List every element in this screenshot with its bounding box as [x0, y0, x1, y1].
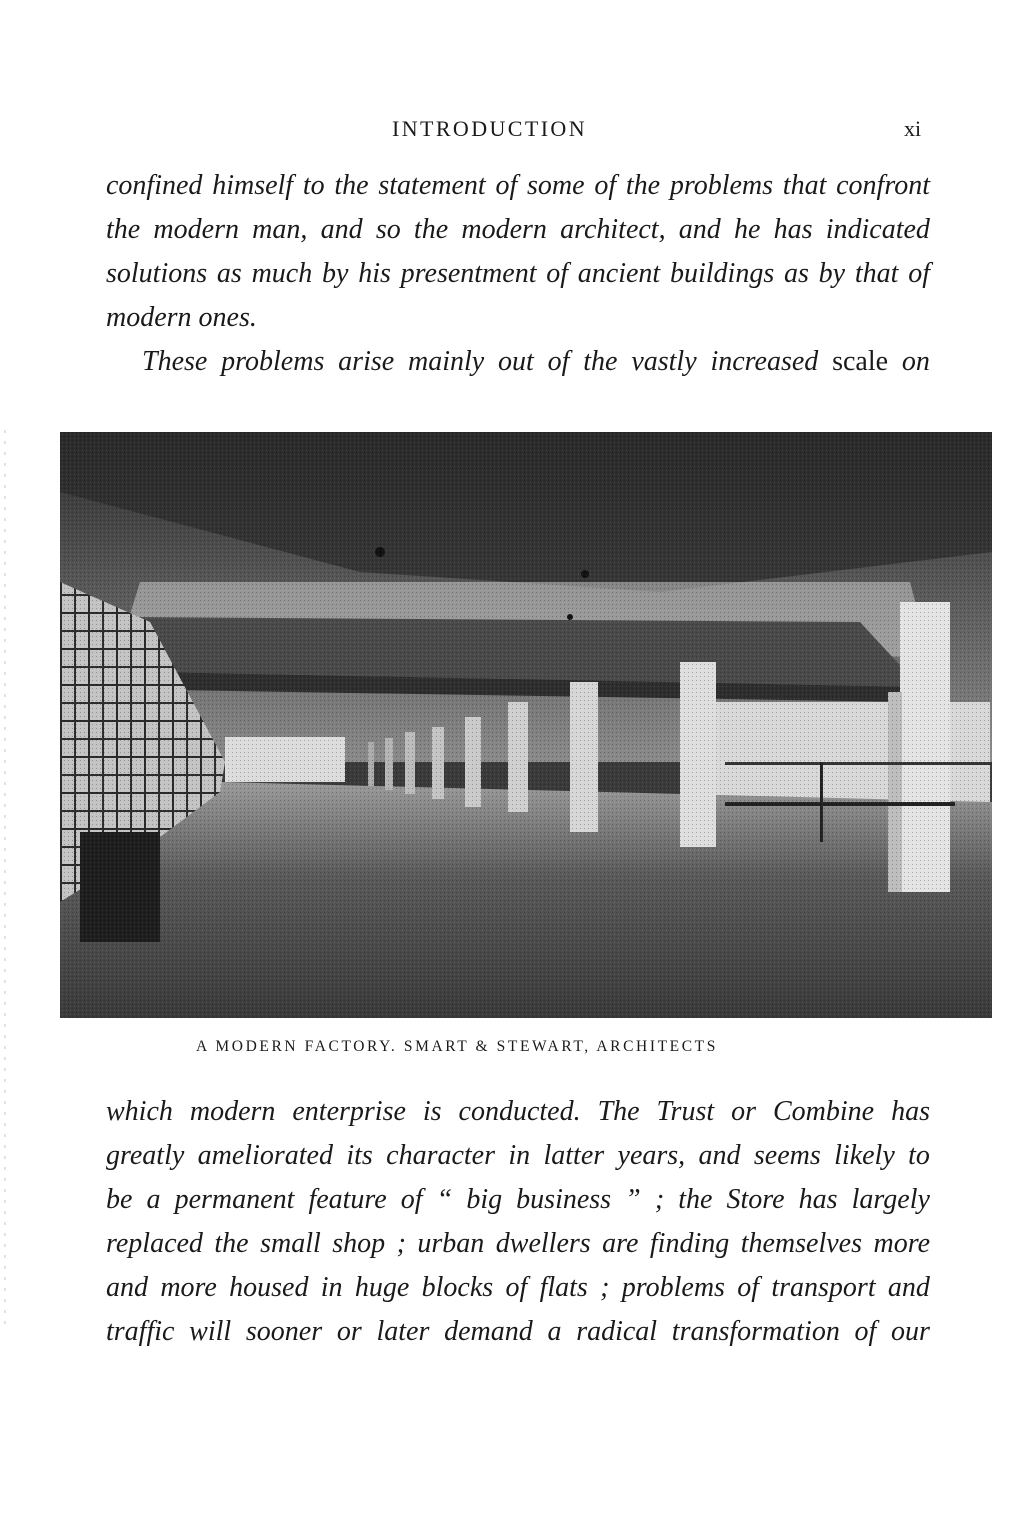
word: later: [376, 1316, 430, 1347]
word: traffic: [106, 1316, 175, 1347]
word: of: [737, 1272, 760, 1303]
word: the: [106, 214, 141, 245]
text-line: [106, 208, 930, 252]
word: a: [146, 1184, 161, 1215]
word: out: [498, 346, 534, 377]
word: and: [678, 214, 721, 245]
word: character: [386, 1140, 495, 1171]
word: transport: [771, 1272, 876, 1303]
word: dwellers: [495, 1228, 591, 1259]
word: business: [516, 1184, 612, 1215]
word: seems: [753, 1140, 821, 1171]
word: of: [546, 258, 569, 289]
word: ancient: [577, 258, 661, 289]
word: much: [251, 258, 313, 289]
word: more: [873, 1228, 930, 1259]
text-line: [106, 1134, 930, 1178]
word: to: [908, 1140, 930, 1171]
word: statement: [378, 170, 486, 201]
word: mainly: [408, 346, 485, 377]
word: he: [733, 214, 761, 245]
word: greatly: [106, 1140, 185, 1171]
word: modern: [189, 1096, 276, 1127]
running-head: INTRODUCTION: [392, 116, 588, 141]
word: solutions: [106, 258, 208, 289]
text-line: [106, 1090, 930, 1134]
word: demand: [444, 1316, 533, 1347]
word: arise: [338, 346, 395, 377]
word: problems: [669, 170, 774, 201]
word: ;: [654, 1184, 665, 1215]
word: or: [731, 1096, 757, 1127]
word: the: [334, 170, 369, 201]
word: our: [891, 1316, 930, 1347]
word: housed: [229, 1272, 309, 1303]
word: indicated: [825, 214, 930, 245]
factory-photograph: [60, 432, 992, 1018]
word: architect,: [560, 214, 666, 245]
word: are: [602, 1228, 639, 1259]
word: Combine: [772, 1096, 875, 1127]
word: of: [594, 170, 617, 201]
word: the: [214, 1228, 249, 1259]
word: transformation: [671, 1316, 840, 1347]
text-line: [106, 1222, 930, 1266]
word: ;: [396, 1228, 406, 1259]
word: of: [400, 1184, 423, 1215]
word: feature: [308, 1184, 387, 1215]
word: of: [505, 1272, 528, 1303]
word: to: [302, 170, 325, 201]
word: some: [527, 170, 585, 201]
word: man,: [252, 214, 308, 245]
text-line: [106, 1178, 930, 1222]
word: modern: [153, 214, 239, 245]
word: confront: [836, 170, 930, 201]
word: These: [142, 346, 208, 377]
word: largely: [851, 1184, 930, 1215]
word: so: [375, 214, 401, 245]
word: of: [495, 170, 518, 201]
word: the: [413, 214, 449, 245]
word: flats: [539, 1272, 588, 1303]
word: is: [422, 1096, 442, 1127]
word: problems: [221, 346, 325, 377]
figure-caption: A MODERN FACTORY. SMART & STEWART, ARCHITECTS: [196, 1038, 718, 1055]
word: himself: [212, 170, 294, 201]
page-number: xi: [904, 116, 922, 141]
word: latter: [543, 1140, 605, 1171]
word: or: [336, 1316, 362, 1347]
word: and: [698, 1140, 741, 1171]
word: blocks: [421, 1272, 494, 1303]
word: enterprise: [292, 1096, 406, 1127]
word: small: [260, 1228, 321, 1259]
word: Store: [726, 1184, 785, 1215]
word: that: [854, 258, 899, 289]
word: of: [854, 1316, 877, 1347]
word: vastly: [631, 346, 697, 377]
word: his: [358, 258, 391, 289]
word: as: [783, 258, 809, 289]
word: of: [547, 346, 570, 377]
word: more: [160, 1272, 217, 1303]
word: which: [106, 1096, 173, 1127]
word: increased: [710, 346, 819, 377]
word: permanent: [174, 1184, 295, 1215]
word: themselves: [740, 1228, 863, 1259]
text-line: [142, 340, 930, 384]
word: big: [466, 1184, 503, 1215]
word: conducted.: [458, 1096, 581, 1127]
word: and: [887, 1272, 930, 1303]
text-line: [106, 1310, 930, 1354]
word: scale: [832, 346, 889, 377]
word: the: [583, 346, 618, 377]
word: and: [320, 214, 363, 245]
word: has: [773, 214, 813, 245]
word: will: [189, 1316, 232, 1347]
word: urban: [417, 1228, 485, 1259]
scan-edge-mark: [4, 430, 6, 1330]
word: Trust: [656, 1096, 715, 1127]
word: of: [908, 258, 930, 289]
word: likely: [834, 1140, 895, 1171]
factory-interior-image: [60, 432, 992, 1018]
word: The: [597, 1096, 640, 1127]
word: sooner: [245, 1316, 323, 1347]
word: replaced: [106, 1228, 203, 1259]
word: “: [436, 1184, 453, 1215]
word: ameliorated: [197, 1140, 333, 1171]
word: confined: [106, 170, 203, 201]
word: by: [818, 258, 846, 289]
word: has: [891, 1096, 930, 1127]
word: years,: [617, 1140, 686, 1171]
word: that: [782, 170, 827, 201]
word: finding: [649, 1228, 730, 1259]
word: the: [678, 1184, 713, 1215]
text-line: modern ones.: [106, 302, 257, 333]
text-line: [106, 164, 930, 208]
word: and: [106, 1272, 148, 1303]
word: shop: [332, 1228, 386, 1259]
word: buildings: [669, 258, 775, 289]
word: modern: [461, 214, 547, 245]
word: huge: [354, 1272, 410, 1303]
text-line: [106, 252, 930, 296]
word: in: [320, 1272, 343, 1303]
word: a: [547, 1316, 562, 1347]
word: the: [625, 170, 661, 201]
word: ;: [600, 1272, 610, 1303]
word: has: [798, 1184, 838, 1215]
word: on: [901, 346, 930, 377]
word: in: [508, 1140, 531, 1171]
word: be: [106, 1184, 133, 1215]
word: problems: [621, 1272, 725, 1303]
text-line: [106, 1266, 930, 1310]
word: radical: [576, 1316, 658, 1347]
word: by: [322, 258, 349, 289]
word: ”: [625, 1184, 641, 1215]
word: presentment: [400, 258, 537, 289]
word: its: [346, 1140, 373, 1171]
word: as: [216, 258, 242, 289]
